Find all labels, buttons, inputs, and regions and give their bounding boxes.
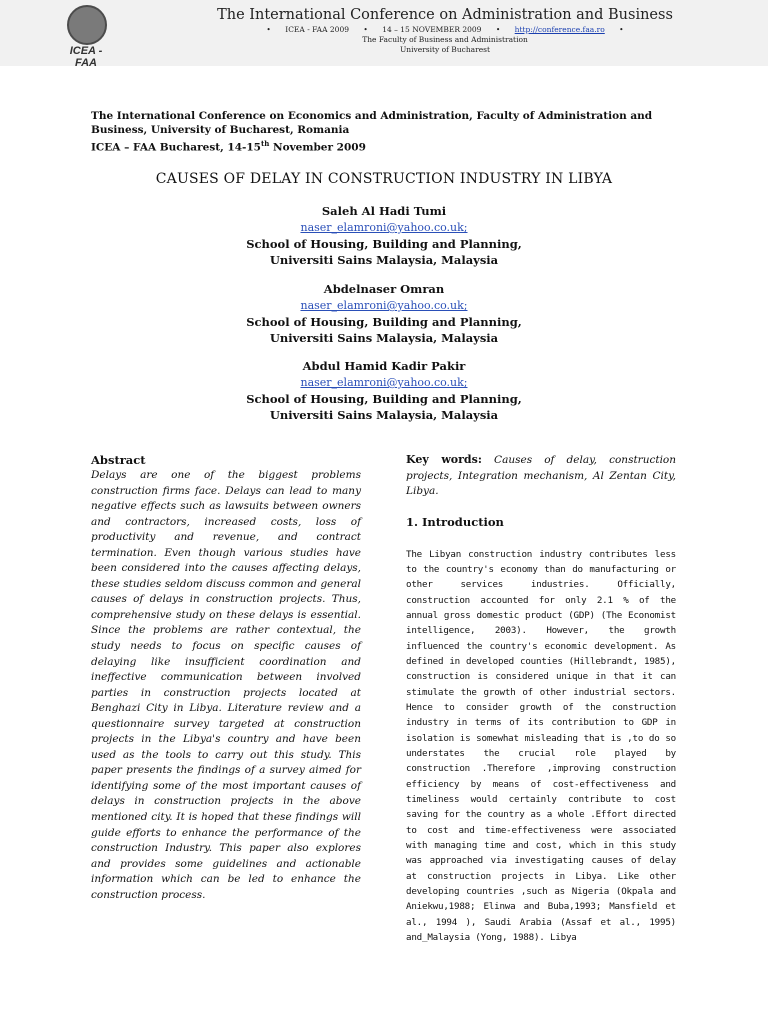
paper-title: CAUSES OF DELAY IN CONSTRUCTION INDUSTRY IN LIBYA: [155, 171, 613, 187]
conference-logo: [58, 5, 114, 69]
header-title: The International Conference on Administration and Business: [217, 7, 673, 23]
author-affiliation: Universiti Sains Malaysia, Malaysia: [269, 253, 499, 267]
author-affiliation: Universiti Sains Malaysia, Malaysia: [269, 331, 499, 345]
author-name: Abdelnaser Omran: [323, 282, 445, 296]
conference-line: Business, University of Bucharest, Romania: [91, 123, 350, 136]
author-affiliation: School of Housing, Building and Planning,: [246, 237, 522, 251]
author-block: [0, 358, 768, 423]
author-email[interactable]: naser_elamroni@yahoo.co.uk;: [300, 299, 468, 312]
header-event: ICEA - FAA 2009: [285, 25, 349, 34]
author-affiliation: School of Housing, Building and Planning,: [246, 315, 522, 329]
seal-icon: [67, 5, 107, 45]
author-affiliation: Universiti Sains Malaysia, Malaysia: [269, 408, 499, 422]
author-email[interactable]: naser_elamroni@yahoo.co.uk;: [300, 376, 468, 389]
header-info-line: [210, 25, 680, 34]
conference-line: The International Conference on Economics and Administration, Faculty of Administration and: [91, 110, 653, 122]
author-name: Saleh Al Hadi Tumi: [321, 204, 447, 218]
right-column: [406, 452, 676, 945]
introduction-heading: 1. Introduction: [406, 514, 504, 529]
keywords-text: Causes of delay, construction projects, Integration mechanism, Al Zentan City, Libya.: [406, 454, 677, 497]
header-faculty: The Faculty of Business and Administration: [362, 35, 528, 44]
keywords-label: Key words:: [406, 453, 482, 466]
abstract-text: Delays are one of the biggest problems construction firms face. Delays can lead to many negative effects such as lawsuits between owners and contractors, increased costs, loss of productivity and revenue, and contract termination. Even though various studies have been considered into the causes affecting delays, these studies seldom discuss common and general causes of delays in construction projects. Thus, comprehensive study on these delays is essential. Since the problems are rather contextual, the study needs to focus on specific causes of delaying like insufficient coordination and ineffective communication between involved parties in construction projects located at Benghazi City in Libya. Literature review and a questionnaire survey targeted at construction projects in the Libya's country and have been used as the tools to carry out this study. This paper presents the findings of a survey aimed for identifying some of the most important causes of delays in construction projects in the above mentioned city. It is hoped that these findings will guide efforts to enhance the performance of the construction Industry. This paper also explores and provides some guidelines and actionable information which can be led to enhance the construction process.: [91, 469, 361, 901]
author-email[interactable]: naser_elamroni@yahoo.co.uk;: [300, 221, 468, 234]
conference-link[interactable]: http://conference.faa.ro: [514, 25, 605, 34]
conference-header: [0, 0, 768, 69]
abstract-column: [91, 452, 361, 903]
author-block: [0, 281, 768, 346]
abstract-heading: Abstract: [91, 453, 146, 467]
logo-text: ICEA - FAA: [69, 45, 103, 69]
conference-info: [91, 110, 681, 155]
bullet-icon: •: [495, 25, 501, 34]
header-university: University of Bucharest: [399, 45, 491, 54]
author-name: Abdul Hamid Kadir Pakir: [302, 359, 466, 373]
bullet-icon: •: [363, 25, 368, 34]
introduction-text: The Libyan construction industry contributes less to the country's economy than do manufacturing or other services industries. Officially, construction accounted for only 2.1 % of the annual gross domestic product (GDP) (The Economist intelligence, 2003). However, the growth influenced the country's economic development. As defined in developed counties (Hillebrandt, 1985), construction is considered unique in that it can stimulate the growth of other industrial sectors. Hence to consider growth of the construction industry in terms of its contribution to GDP in isolation is somewhat misleading that is ,to do so understates the crucial role played by construction .Therefore ,improving construction efficiency by means of cost-effectiveness and timeliness would certainly contribute to cost saving for the country as a whole .Effort directed to cost and time-effectiveness were associated with managing time and cost, which in this study was approached via investigating causes of delay at construction projects in Libya. Like other developing countries ,such as Nigeria (Okpala and Aniekwu,1988; Elinwa and Buba,1993; Mansfield et al., 1994 ), Saudi Arabia (Assaf et al., 1995) and_Malaysia (Yong, 1988). Libya: [406, 548, 676, 944]
bullet-icon: •: [619, 25, 624, 34]
bullet-icon: •: [266, 25, 271, 34]
keywords: [406, 452, 676, 500]
header-dates: 14 – 15 NOVEMBER 2009: [382, 25, 482, 34]
conference-dates: ICEA – FAA Bucharest, 14-15th November 2009: [91, 139, 366, 154]
author-affiliation: School of Housing, Building and Planning,: [246, 392, 522, 406]
author-block: [0, 203, 768, 268]
